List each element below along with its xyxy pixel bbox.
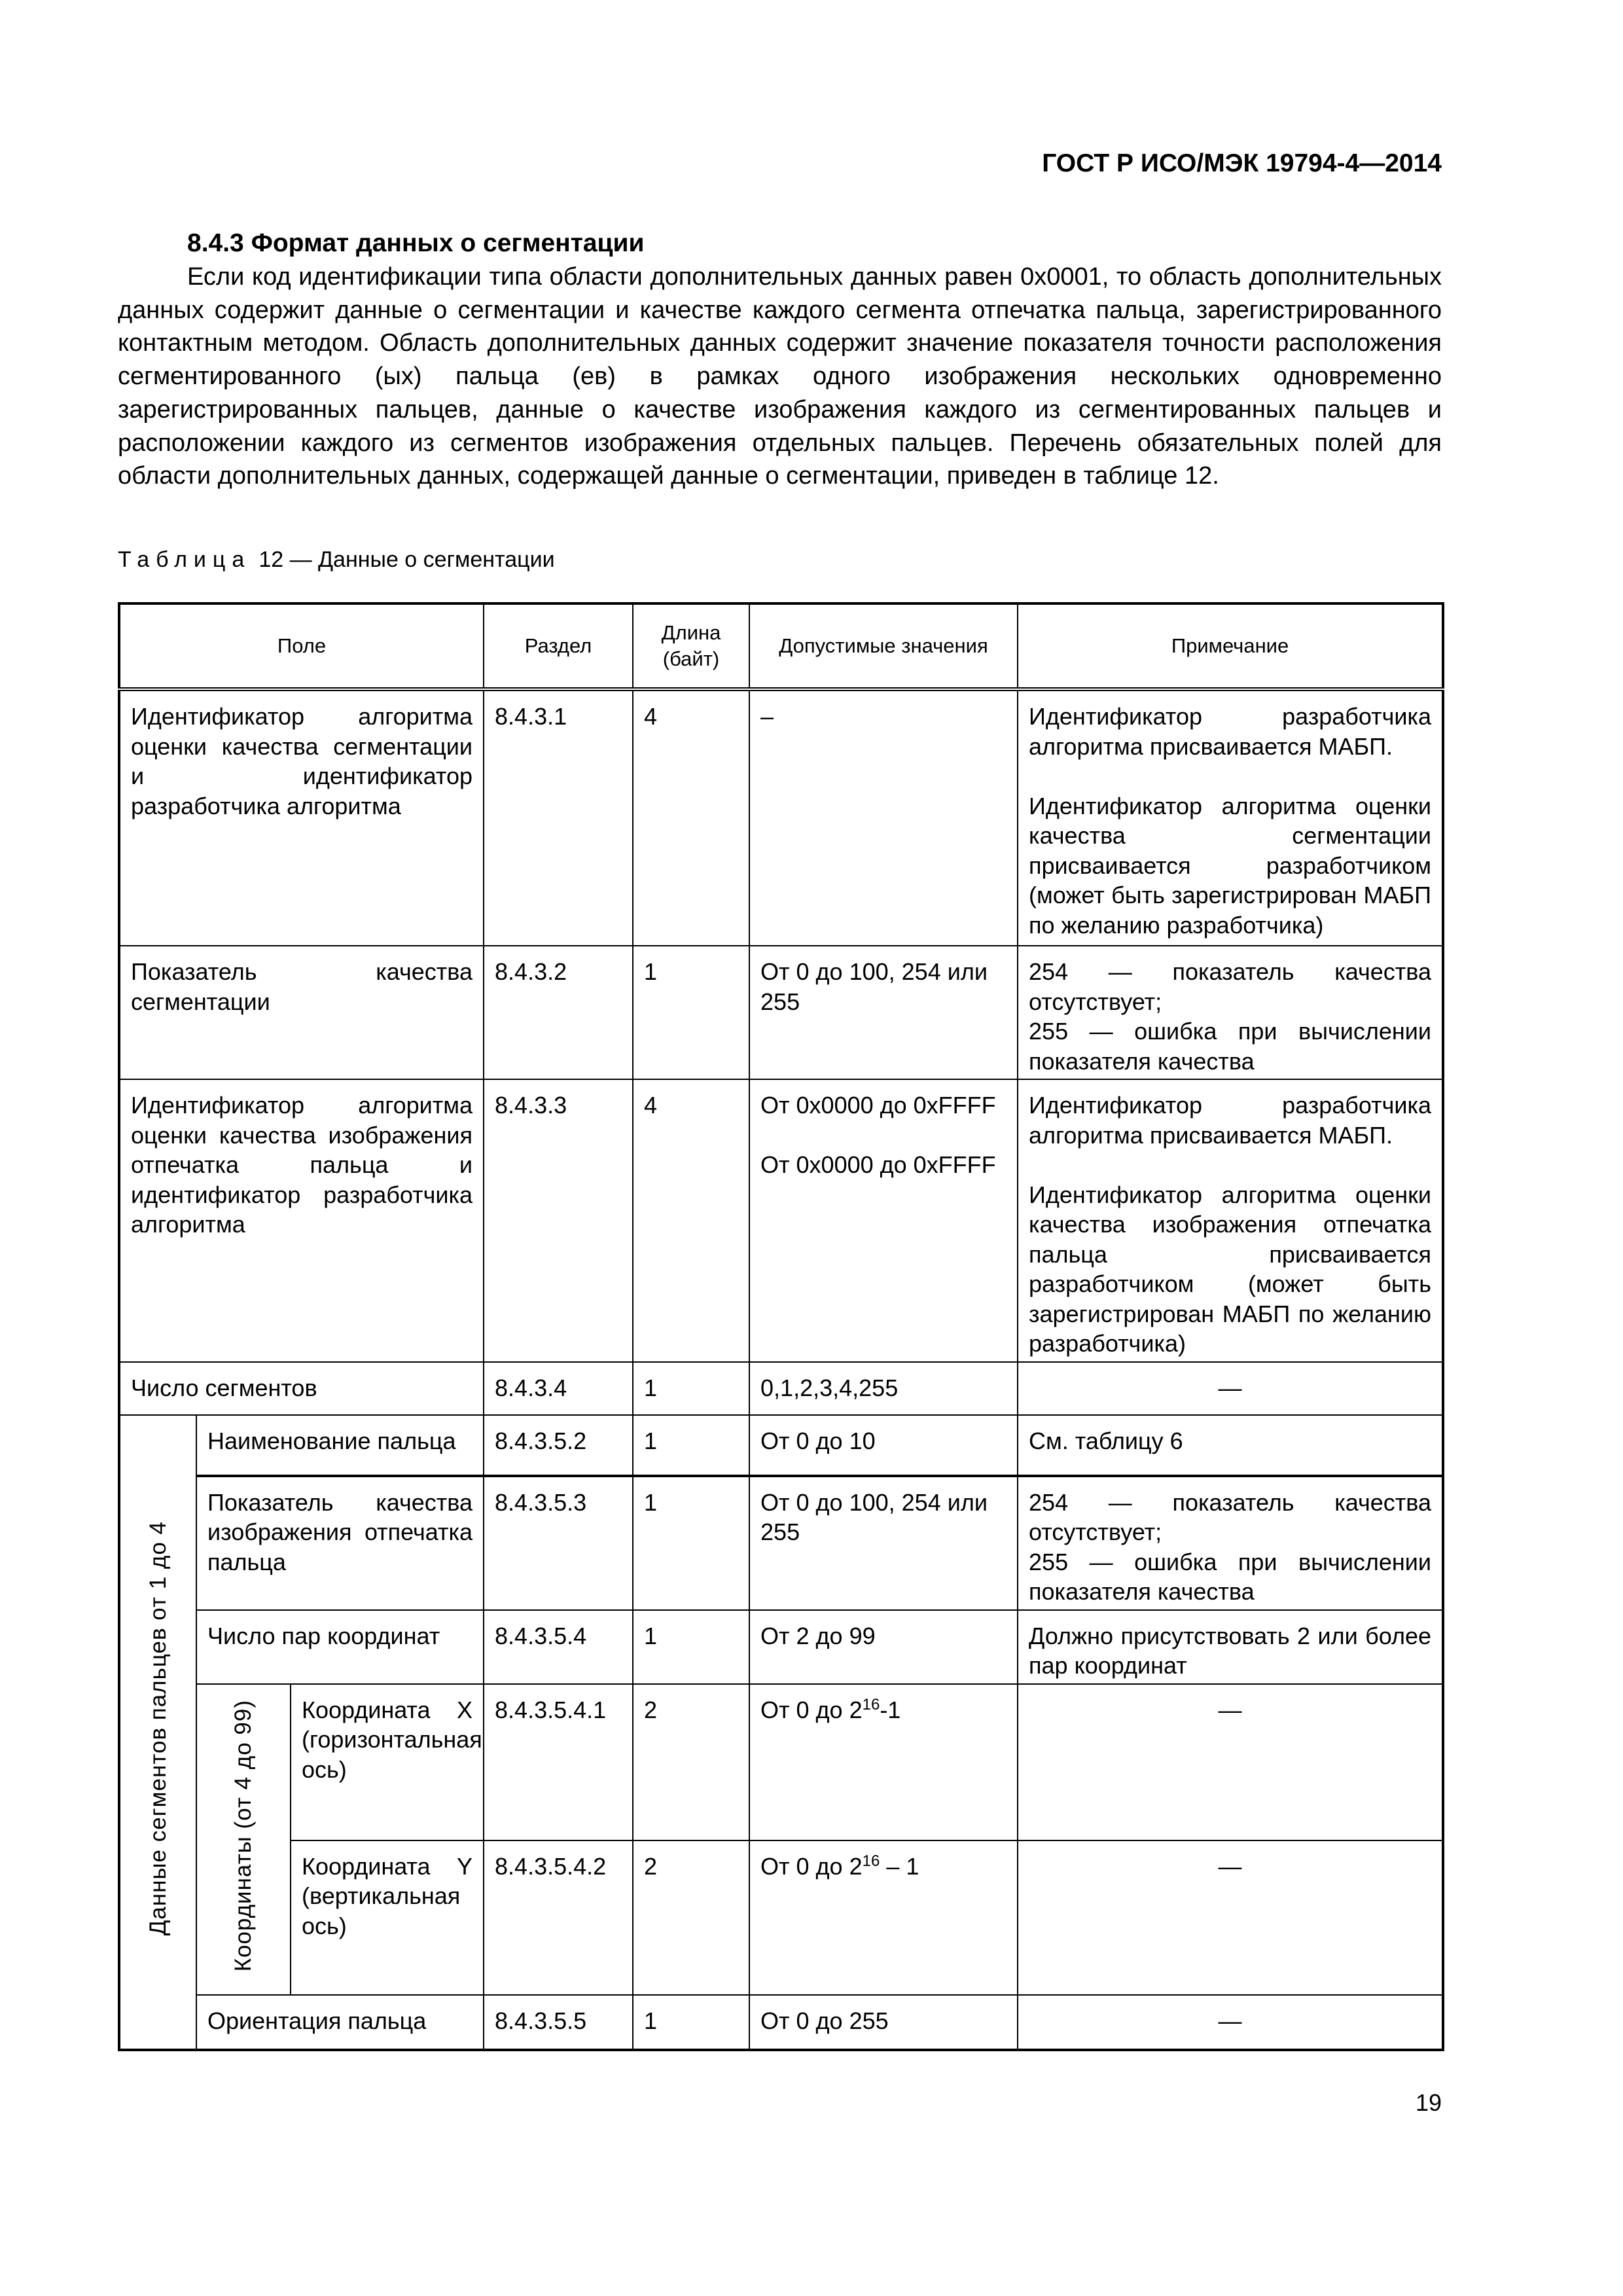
note-text: Идентификатор алгоритма оценки качества изображения отпечатка пальца присваивается разработчиком (может быть зарегистрирован МАБП по желанию разработчика) — [1029, 1181, 1432, 1357]
group-label-cell — [119, 1415, 196, 2050]
cell-field: Идентификатор алгоритма оценки качества изображения отпечатка пальца и идентификатор разработчика алгоритма — [119, 1079, 484, 1362]
section-heading: 8.4.3 Формат данных о сегментации — [187, 229, 645, 257]
value-tail: -1 — [880, 1696, 901, 1723]
cell-length: 2 — [633, 1840, 749, 1995]
cell-notes — [1018, 1476, 1443, 1610]
table-row — [119, 1079, 1443, 1362]
caption-title: 12 — Данные о сегментации — [259, 547, 555, 572]
table-row — [119, 1995, 1443, 2050]
cell-notes: — — [1018, 1995, 1443, 2050]
cell-values — [749, 1684, 1018, 1840]
cell-length: 1 — [633, 1610, 749, 1684]
table-caption — [118, 547, 555, 573]
cell-length: 4 — [633, 1079, 749, 1362]
note-text: Идентификатор разработчика алгоритма присваивается МАБП. — [1029, 703, 1432, 760]
cell-length: 1 — [633, 1415, 749, 1476]
document-id: ГОСТ Р ИСО/МЭК 19794-4—2014 — [1042, 149, 1442, 177]
value-exponent: 16 — [862, 1852, 880, 1870]
cell-values: – — [749, 689, 1018, 946]
cell-values: От 2 до 99 — [749, 1610, 1018, 1684]
cell-notes: — — [1018, 1684, 1443, 1840]
cell-length: 1 — [633, 1362, 749, 1415]
cell-values: От 0 до 10 — [749, 1415, 1018, 1476]
cell-field: Показатель качества сегментации — [119, 946, 484, 1079]
cell-section: 8.4.3.4 — [484, 1362, 633, 1415]
table-row — [119, 1684, 1443, 1840]
cell-section: 8.4.3.5.4 — [484, 1610, 633, 1684]
cell-section: 8.4.3.5.4.2 — [484, 1840, 633, 1995]
cell-section: 8.4.3.1 — [484, 689, 633, 946]
cell-values: От 0 до 255 — [749, 1995, 1018, 2050]
cell-notes — [1018, 1079, 1443, 1362]
cell-values — [749, 1840, 1018, 1995]
header-length: Длина (байт) — [633, 603, 749, 689]
cell-length: 4 — [633, 689, 749, 946]
subgroup-label-cell — [196, 1684, 291, 1995]
section-paragraph: Если код идентификации типа области дополнительных данных равен 0x0001, то область дополнительных данных содержит данные о сегментации и качестве каждого сегмента отпечатка пальца, зарегистрированного контактным методом. Область дополнительных данных содержит значение показателя точности расположения сегментированного (ых) пальца (ев) в рамках одного изображения нескольких одновременно зарегистрированных пальцев, данные о качестве изображения каждого из сегментированных пальцев и расположении каждого из сегментов изображения отдельных пальцев. Перечень обязательных полей для области дополнительных данных, содержащей данные о сегментации, приведен в таблице 12. — [118, 263, 1442, 490]
table-header-row — [119, 603, 1443, 689]
cell-section: 8.4.3.5.2 — [484, 1415, 633, 1476]
header-values: Допустимые значения — [749, 603, 1018, 689]
value-tail: – 1 — [880, 1852, 919, 1880]
cell-field: Число сегментов — [119, 1362, 484, 1415]
cell-field: Координата Y (вертикальная ось) — [291, 1840, 484, 1995]
cell-length: 1 — [633, 946, 749, 1079]
cell-notes — [1018, 946, 1443, 1079]
cell-notes: Должно присутствовать 2 или более пар координат — [1018, 1610, 1443, 1684]
cell-notes: — — [1018, 1362, 1443, 1415]
table-row — [119, 1476, 1443, 1610]
cell-values: От 0 до 100, 254 или 255 — [749, 946, 1018, 1079]
cell-values: От 0 до 100, 254 или 255 — [749, 1476, 1018, 1610]
value-base: От 0 до 2 — [760, 1696, 863, 1723]
table-row — [119, 1362, 1443, 1415]
note-text: 255 — ошибка при вычислении показателя качества — [1029, 1548, 1432, 1605]
note-text: 254 — показатель качества отсутствует; — [1029, 958, 1432, 1015]
header-field: Поле — [119, 603, 484, 689]
cell-length: 1 — [633, 1995, 749, 2050]
table-row — [119, 1610, 1443, 1684]
segmentation-table — [118, 602, 1444, 2051]
table-row — [119, 1415, 1443, 1476]
cell-section: 8.4.3.3 — [484, 1079, 633, 1362]
cell-field: Число пар координат — [196, 1610, 484, 1684]
cell-field: Идентификатор алгоритма оценки качества сегментации и идентификатор разработчика алгоритма — [119, 689, 484, 946]
table-row — [119, 946, 1443, 1079]
cell-values — [749, 1079, 1018, 1362]
cell-field: Ориентация пальца — [196, 1995, 484, 2050]
group-label: Данные сегментов пальцев от 1 до 4 — [145, 1521, 171, 1936]
note-text: 255 — ошибка при вычислении показателя качества — [1029, 1018, 1432, 1075]
value-base: От 0 до 2 — [760, 1852, 863, 1880]
table-row — [119, 1840, 1443, 1995]
cell-section: 8.4.3.5.5 — [484, 1995, 633, 2050]
page-number: 19 — [1415, 2089, 1442, 2116]
cell-notes — [1018, 689, 1443, 946]
cell-field: Наименование пальца — [196, 1415, 484, 1476]
cell-length: 1 — [633, 1476, 749, 1610]
cell-notes: См. таблицу 6 — [1018, 1415, 1443, 1476]
cell-section: 8.4.3.2 — [484, 946, 633, 1079]
cell-notes: — — [1018, 1840, 1443, 1995]
value-text: От 0x0000 до 0xFFFF — [760, 1092, 996, 1119]
note-text: Идентификатор разработчика алгоритма присваивается МАБП. — [1029, 1092, 1432, 1149]
cell-field: Показатель качества изображения отпечатка пальца — [196, 1476, 484, 1610]
header-notes: Примечание — [1018, 603, 1443, 689]
cell-length: 2 — [633, 1684, 749, 1840]
note-text: Идентификатор алгоритма оценки качества сегментации присваивается разработчиком (может быть зарегистрирован МАБП по желанию разработчика) — [1029, 792, 1432, 939]
table-row — [119, 689, 1443, 946]
value-text: От 0x0000 до 0xFFFF — [760, 1151, 996, 1178]
cell-field: Координата X (горизонтальная ось) — [291, 1684, 484, 1840]
value-exponent: 16 — [862, 1695, 880, 1713]
cell-values: 0,1,2,3,4,255 — [749, 1362, 1018, 1415]
subgroup-label: Координаты (от 4 до 99) — [230, 1700, 257, 1972]
note-text: 254 — показатель качества отсутствует; — [1029, 1488, 1432, 1545]
caption-label: Таблица — [118, 547, 251, 572]
cell-section: 8.4.3.5.4.1 — [484, 1684, 633, 1840]
cell-section: 8.4.3.5.3 — [484, 1476, 633, 1610]
header-section: Раздел — [484, 603, 633, 689]
